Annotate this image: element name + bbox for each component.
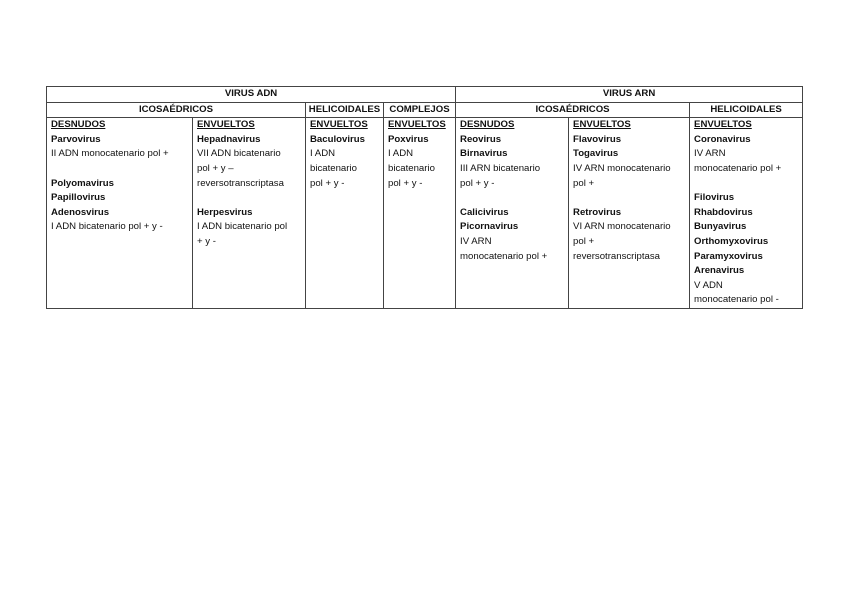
virus-description: reversotranscriptasa [573,250,660,262]
subheader-adn-complejos: COMPLEJOS [384,102,456,118]
header-row [47,87,803,103]
virus-description: pol + [573,177,595,189]
virus-name: Arenavirus [694,265,745,277]
virus-description [694,177,798,192]
virus-name: Paramyxovirus [694,250,763,262]
virus-name: Hepadnavirus [197,133,261,145]
virus-name: Retrovirus [573,206,622,218]
header-virus-arn: VIRUS ARN [456,87,803,103]
virus-description: bicatenario [310,162,357,174]
column-cell [306,118,384,309]
virus-name: Orthomyxovirus [694,235,769,247]
column-cell [456,118,569,309]
virus-name: Picornavirus [460,221,519,233]
virus-description: I ADN bicatenario pol + y - [51,221,163,233]
virus-name: Poxvirus [388,133,429,145]
virus-name: Herpesvirus [197,206,253,218]
virus-description: monocatenario pol - [694,294,779,306]
column-subtitle: ENVUELTOS [310,119,368,131]
virus-classification-table [46,86,803,309]
virus-name: Polyomavirus [51,177,114,189]
subheader-arn-helicoidales: HELICOIDALES [690,102,803,118]
subheader-arn-icosaedricos: ICOSAÉDRICOS [456,102,690,118]
column-subtitle: ENVUELTOS [197,119,255,131]
virus-description: bicatenario [388,162,435,174]
virus-description: II ADN monocatenario pol + [51,148,169,160]
virus-name: Flavovirus [573,133,622,145]
virus-description: pol + y - [388,177,423,189]
virus-description: IV ARN [460,235,492,247]
column-cell [569,118,690,309]
column-subtitle: DESNUDOS [51,119,106,131]
virus-name: Coronavirus [694,133,751,145]
virus-description: monocatenario pol + [694,162,782,174]
virus-description: I ADN [310,148,336,160]
virus-description: reversotranscriptasa [197,177,284,189]
column-cell [690,118,803,309]
column-cell [193,118,306,309]
virus-name: Birnavirus [460,148,508,160]
virus-name: Papillovirus [51,192,106,204]
virus-description: pol + [573,235,595,247]
column-subtitle: ENVUELTOS [694,119,752,131]
virus-description: pol + y - [310,177,345,189]
subheader-adn-icosaedricos: ICOSAÉDRICOS [47,102,306,118]
virus-description: V ADN [694,279,723,291]
virus-name: Adenosvirus [51,206,110,218]
virus-name: Calicivirus [460,206,509,218]
virus-description [197,191,301,206]
column-subtitle: DESNUDOS [460,119,515,131]
virus-description: pol + y - [460,177,495,189]
column-subtitle: ENVUELTOS [388,119,446,131]
subheader-row [47,102,803,118]
virus-description: VI ARN monocatenario [573,221,671,233]
virus-description [460,191,564,206]
virus-description: IV ARN monocatenario [573,162,671,174]
virus-name: Baculovirus [310,133,365,145]
virus-description: I ADN bicatenario pol [197,221,288,233]
virus-name: Bunyavirus [694,221,747,233]
virus-description [51,162,188,177]
virus-description: VII ADN bicatenario [197,148,281,160]
virus-description: monocatenario pol + [460,250,548,262]
column-subtitle: ENVUELTOS [573,119,631,131]
column-cell [47,118,193,309]
virus-description: IV ARN [694,148,726,160]
subheader-adn-helicoidales: HELICOIDALES [306,102,384,118]
virus-description: I ADN [388,148,414,160]
virus-name: Togavirus [573,148,619,160]
header-virus-adn: VIRUS ADN [47,87,456,103]
virus-description [573,191,685,206]
virus-description: III ARN bicatenario [460,162,541,174]
virus-name: Reovirus [460,133,502,145]
virus-description: pol + y – [197,162,234,174]
virus-name: Parvovirus [51,133,101,145]
virus-name: Filovirus [694,192,735,204]
body-row [47,118,803,309]
column-cell [384,118,456,309]
virus-description: + y - [197,235,216,247]
virus-name: Rhabdovirus [694,206,753,218]
